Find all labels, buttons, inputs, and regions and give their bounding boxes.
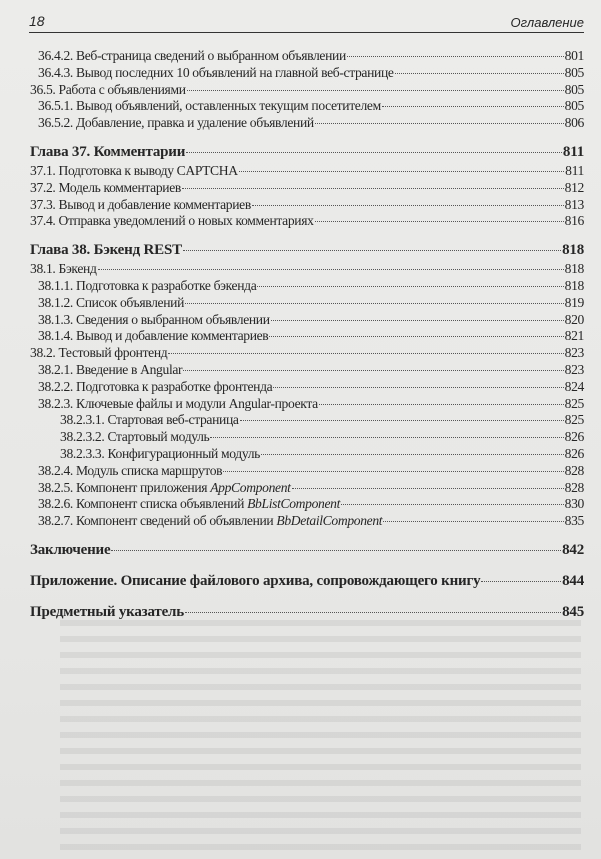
toc-entry: 37.1. Подготовка к выводу CAPTCHA 811	[30, 162, 584, 178]
page-header	[29, 10, 584, 33]
toc-entry: 36.4.3. Вывод последних 10 объявлений на главной веб-странице 805	[38, 64, 584, 80]
toc-entry: 38.2.3.2. Стартовый модуль 826	[60, 429, 584, 445]
running-title: Оглавление	[510, 15, 584, 30]
toc-entry: 37.3. Вывод и добавление комментариев 813	[30, 196, 584, 212]
toc-entry: 38.2.5. Компонент приложения AppComponent 828	[38, 479, 584, 495]
toc-entry: 38.2.2. Подготовка к разработке фронтенда 824	[38, 378, 584, 394]
toc-entry: 38.2.3. Ключевые файлы и модули Angular-проекта 825	[38, 395, 584, 411]
toc-entry: 38.1.3. Сведения о выбранном объявлении 820	[38, 311, 584, 327]
toc-entry: 37.4. Отправка уведомлений о новых комментариях 816	[30, 213, 584, 229]
toc-chapter: Предметный указатель 845	[30, 603, 584, 620]
page-number: 18	[29, 13, 45, 29]
toc-entry: 36.5. Работа с объявлениями 805	[30, 81, 584, 97]
toc-entry: 38.1. Бэкенд 818	[30, 261, 584, 277]
toc-entry: 38.2. Тестовый фронтенд 823	[30, 345, 584, 361]
toc-entry: 38.2.3.3. Конфигурационный модуль 826	[60, 445, 584, 461]
table-of-contents	[30, 48, 584, 623]
toc-entry: 36.4.2. Веб-страница сведений о выбранном объявлении 801	[38, 48, 584, 63]
toc-entry: 38.2.3.1. Стартовая веб-страница 825	[60, 412, 584, 428]
toc-entry: 38.2.4. Модуль списка маршрутов 828	[38, 462, 584, 478]
toc-entry: 38.2.1. Введение в Angular 823	[38, 361, 584, 377]
toc-chapter: Глава 37. Комментарии 811	[30, 143, 584, 160]
toc-entry: 38.1.2. Список объявлений 819	[38, 294, 584, 310]
toc-entry: 36.5.1. Вывод объявлений, оставленных текущим посетителем 805	[38, 98, 584, 114]
bleed-through-texture	[60, 620, 581, 859]
toc-entry: 38.2.7. Компонент сведений об объявлении BbDetailComponent 835	[38, 513, 584, 529]
toc-entry: 38.2.6. Компонент списка объявлений BbListComponent 830	[38, 496, 584, 512]
toc-chapter: Глава 38. Бэкенд REST 818	[30, 242, 584, 259]
toc-entry: 36.5.2. Добавление, правка и удаление объявлений 806	[38, 115, 584, 131]
toc-entry: 38.1.1. Подготовка к разработке бэкенда 818	[38, 277, 584, 293]
toc-entry: 37.2. Модель комментариев 812	[30, 179, 584, 195]
toc-entry: 38.1.4. Вывод и добавление комментариев 821	[38, 328, 584, 344]
toc-chapter: Заключение 842	[30, 541, 584, 558]
toc-chapter: Приложение. Описание файлового архива, сопровождающего книгу 844	[30, 572, 584, 589]
